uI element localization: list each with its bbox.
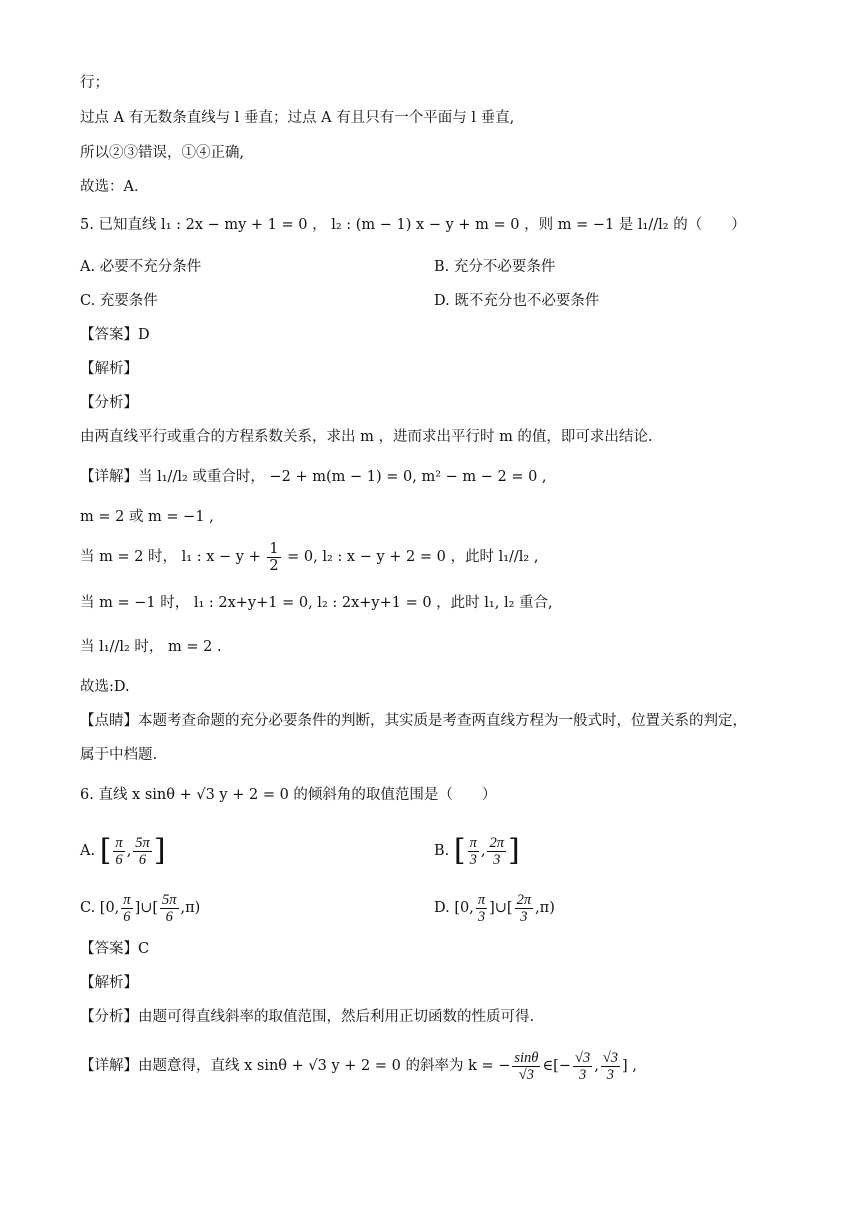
math-text: ,π) xyxy=(535,900,555,916)
numerator: 2π xyxy=(489,834,504,851)
option-c: C. 充要条件 xyxy=(80,293,158,309)
text-line: 过点 A 有无数条直线与 l 垂直；过点 A 有且只有一个平面与 l 垂直, xyxy=(80,110,515,126)
comment-line: 属于中档题. xyxy=(80,747,158,763)
denominator: 3 xyxy=(578,1066,587,1083)
detail-line: m = 2 或 m = −1 , xyxy=(80,509,214,525)
denominator: √3 xyxy=(518,1066,535,1083)
math-text: ]∪[ xyxy=(489,900,513,916)
math-text: [0, xyxy=(454,900,474,916)
option-label: A. xyxy=(80,843,96,859)
fraction xyxy=(487,835,506,868)
option-label: C. xyxy=(80,900,96,916)
detail-line: 【详解】当 l₁//l₂ 或重合时， −2 + m(m − 1) = 0, m² − m − 2 = 0 , xyxy=(80,469,547,485)
fenxi-label: 【分析】 xyxy=(80,395,138,411)
denominator: 3 xyxy=(493,851,501,868)
denominator: 6 xyxy=(123,908,131,925)
option-c xyxy=(80,886,200,930)
numerator: 5π xyxy=(135,834,150,851)
denominator: 3 xyxy=(477,908,486,925)
denominator: 2 xyxy=(269,557,279,574)
denominator: 6 xyxy=(165,908,173,925)
numerator: sinθ xyxy=(514,1049,539,1066)
option-b: B. [ $\frac{\pi}{3}$ , $\frac{2\pi}{3}$ ] xyxy=(434,833,520,868)
detail-text: 当 m = 2 时， l₁ : x − y + xyxy=(80,549,261,565)
numerator: π xyxy=(469,834,477,851)
answer-label: 【答案】D xyxy=(80,327,150,343)
fraction xyxy=(601,1050,620,1083)
bracket-left: [ xyxy=(99,833,112,868)
math-text: ,π) xyxy=(180,900,201,916)
fraction xyxy=(160,892,179,925)
fraction xyxy=(133,835,152,868)
fraction xyxy=(121,892,132,925)
comment-line: 【点睛】本题考查命题的充分必要条件的判断，其实质是考查两直线方程为一般式时，位置关系的判定， xyxy=(80,713,747,729)
detail-line: 【详解】由题意得，直线 x sinθ + √3 y + 2 = 0 的斜率为 k = − $\frac{\sin\theta}{√3}$ ∈[− $\frac{√3}{3}$ , $\frac{√3}{3}$ ] , xyxy=(80,1049,637,1083)
fraction xyxy=(267,541,280,574)
option-d xyxy=(434,886,555,930)
fraction xyxy=(476,892,487,925)
option-b: B. 充分不必要条件 xyxy=(434,259,556,275)
numerator: 2π xyxy=(516,891,532,908)
denominator: 3 xyxy=(606,1066,615,1083)
numerator: 5π xyxy=(162,891,177,908)
fraction xyxy=(468,835,479,868)
analysis-label: 【解析】 xyxy=(80,361,138,377)
analysis-label: 【解析】 xyxy=(80,975,138,991)
detail-text: ] , xyxy=(622,1058,637,1074)
text-line: 故选：A． xyxy=(80,179,149,195)
detail-text: = 0, l₂ : x − y + 2 = 0 ，此时 l₁//l₂ , xyxy=(287,549,539,565)
numerator: π xyxy=(115,834,123,851)
option-label: D. xyxy=(434,900,450,916)
bracket-right: ] xyxy=(153,833,166,868)
text-line: 所以②③错误，①④正确, xyxy=(80,145,245,161)
denominator: 3 xyxy=(469,851,477,868)
denominator: 6 xyxy=(115,851,123,868)
fraction xyxy=(573,1050,592,1083)
fraction xyxy=(515,892,534,925)
detail-text: 【详解】由题意得，直线 x sinθ + √3 y + 2 = 0 的斜率为 k = − xyxy=(80,1058,511,1074)
numerator: π xyxy=(477,891,486,908)
numerator: √3 xyxy=(602,1049,619,1066)
option-a: A. 必要不充分条件 xyxy=(80,259,202,275)
detail-line: 当 l₁//l₂ 时， m = 2 . xyxy=(80,639,222,655)
conclusion: 故选:D. xyxy=(80,679,130,695)
detail-text: ∈[− xyxy=(542,1058,571,1074)
numerator: 1 xyxy=(269,540,279,557)
fenxi-text: 由两直线平行或重合的方程系数关系，求出 m ，进而求出平行时 m 的值，即可求出结论. xyxy=(80,429,653,445)
math-text: ]∪[ xyxy=(134,900,159,916)
fraction xyxy=(512,1050,540,1083)
numerator: √3 xyxy=(574,1049,591,1066)
detail-line xyxy=(80,540,808,574)
text-line: 行； xyxy=(80,75,109,91)
bracket-right: ] xyxy=(507,833,520,868)
denominator: 3 xyxy=(520,908,528,925)
denominator: 6 xyxy=(138,851,147,868)
numerator: π xyxy=(123,891,131,908)
bracket-left: [ xyxy=(453,833,466,868)
question-6-stem: 6. 直线 x sinθ + √3 y + 2 = 0 的倾斜角的取值范围是（ ） xyxy=(80,787,497,803)
math-text: [0, xyxy=(99,900,120,916)
option-a: A. [ $\frac{\pi}{6}$ , $\frac{5\pi}{6}$ ] xyxy=(80,833,166,868)
option-label: B. xyxy=(434,843,450,859)
detail-line: 当 m = −1 时， l₁ : 2x+y+1 = 0, l₂ : 2x+y+1 = 0 ，此时 l₁, l₂ 重合, xyxy=(80,595,553,611)
option-d: D. 既不充分也不必要条件 xyxy=(434,293,600,309)
answer-label: 【答案】C xyxy=(80,941,150,957)
fenxi-text: 【分析】由题可得直线斜率的取值范围，然后利用正切函数的性质可得. xyxy=(80,1009,535,1025)
fraction xyxy=(113,835,124,868)
question-5-stem: 5. 已知直线 l₁ : 2x − my + 1 = 0 ， l₂ : (m − 1) x − y + m = 0 ，则 m = −1 是 l₁//l₂ 的（ ） xyxy=(80,217,746,233)
